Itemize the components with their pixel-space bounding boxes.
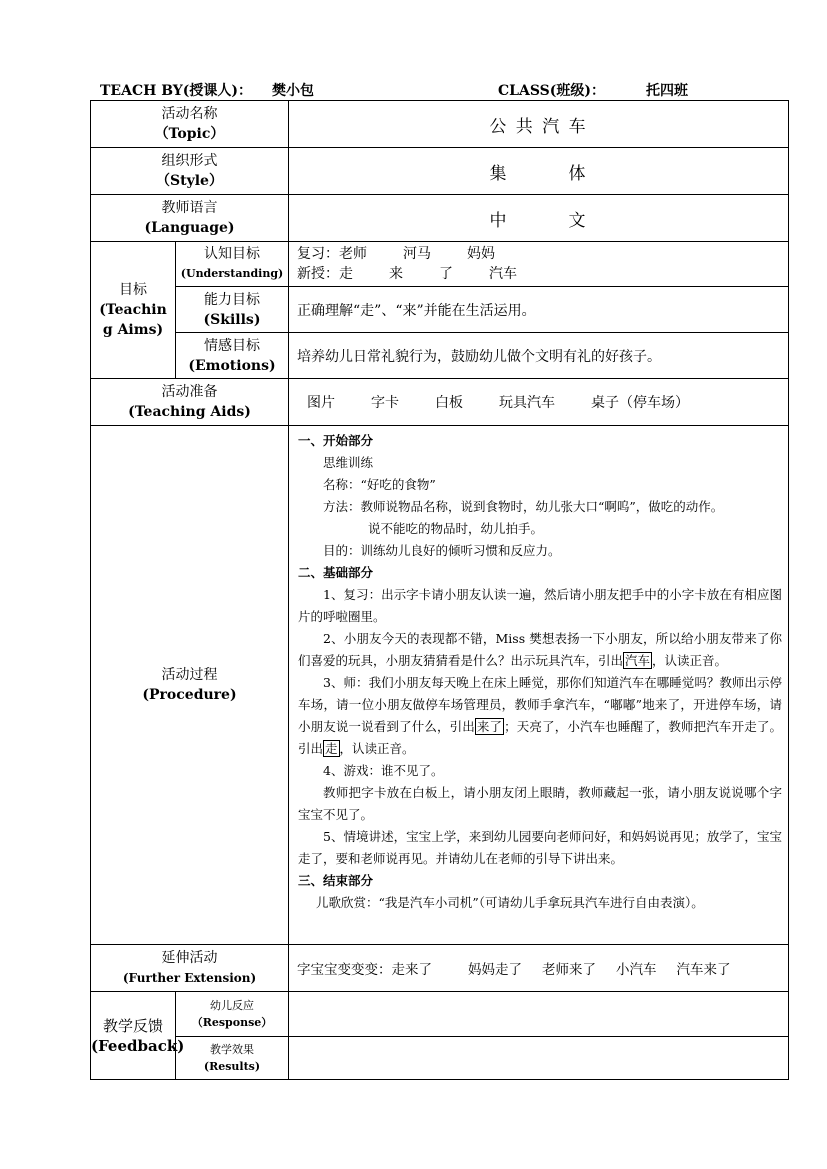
results-value xyxy=(289,1037,789,1080)
aids-value xyxy=(289,379,789,426)
aid-item: 字卡 xyxy=(371,395,399,411)
procedure-step: 2、小朋友今天的表现都不错，Miss 樊想表扬一下小朋友，所以给小朋友带来了你们喜爱的玩具，小朋友猜猜看是什么？出示玩具汽车，引出 汽车 ，认读正音。 xyxy=(298,631,782,668)
feedback-response-row xyxy=(91,992,789,1037)
language-label: 教师语言 (Language) xyxy=(91,195,289,242)
language-value: 中 文 xyxy=(289,195,789,242)
section-title: 一、开始部分 xyxy=(298,433,374,448)
feedback-results-row xyxy=(91,1037,789,1080)
response-value xyxy=(289,992,789,1037)
aims-skills-row xyxy=(91,287,789,333)
class-name: 托四班 xyxy=(646,83,688,99)
procedure-label: 活动过程 (Procedure) xyxy=(91,426,289,945)
style-row xyxy=(91,148,789,195)
emotions-label: 情感目标 (Emotions) xyxy=(176,333,289,379)
aid-item: 图片 xyxy=(307,395,335,411)
aims-label: 目标 (Teachin g Aims) xyxy=(91,242,176,379)
boxed-word: 走 xyxy=(325,741,338,756)
extension-row xyxy=(91,945,789,992)
topic-row xyxy=(91,101,789,148)
skills-label: 能力目标 (Skills) xyxy=(176,287,289,333)
teacher-name: 樊小包 xyxy=(272,83,314,99)
aids-row xyxy=(91,379,789,426)
aid-item: 玩具汽车 xyxy=(499,395,555,411)
style-label: 组织形式 （Style） xyxy=(91,148,289,195)
extension-label: 延伸活动 (Further Extension) xyxy=(91,945,289,992)
aid-item: 桌子（停车场） xyxy=(591,395,689,411)
language-row xyxy=(91,195,789,242)
extension-value: 字宝宝变变变：走来了 妈妈走了 老师来了 小汽车 汽车来了 xyxy=(289,945,789,992)
class-label: CLASS(班级)： xyxy=(498,83,606,99)
section-title: 三、结束部分 xyxy=(298,873,374,888)
understanding-label: 认知目标 (Understanding) xyxy=(176,242,289,287)
results-label: 教学效果 (Results) xyxy=(176,1037,289,1080)
procedure-step: 1、复习：出示字卡请小朋友认读一遍，然后请小朋友把手中的小字卡放在有相应图片的呼啦圈里。 xyxy=(298,587,782,624)
understanding-value: 复习：老师 河马 妈妈 新授：走 来 了 汽车 xyxy=(289,242,789,287)
procedure-step: 教师把字卡放在白板上，请小朋友闭上眼睛，教师藏起一张，请小朋友说说哪个字宝宝不见了。 xyxy=(298,785,782,822)
header xyxy=(100,80,740,100)
aids-label: 活动准备 (Teaching Aids) xyxy=(91,379,289,426)
skills-value: 正确理解“走”、“来”并能在生活运用。 xyxy=(289,287,789,333)
procedure-step: 5、情境讲述，宝宝上学，来到幼儿园要向老师问好，和妈妈说再见；放学了，宝宝走了，要和老师说再见。并请幼儿在老师的引导下讲出来。 xyxy=(298,829,782,866)
aims-emotions-row xyxy=(91,333,789,379)
boxed-word: 汽车 xyxy=(625,653,651,668)
procedure-content: 一、开始部分 思维训练 名称：“好吃的食物” 方法：教师说物品名称，说到食物时，幼儿张大口“啊呜”，做吃的动作。 说不能吃的物品时，幼儿拍手。 目的：训练幼儿良好的倾听习惯和反应力。 二、基础部分 1、复习：出示字卡请小朋友认读一遍，然后请小朋友把手中的小字卡放在有相应图片的呼啦圈里。 2、小朋友今天的表现都不错，Miss 樊想表扬一下小朋友，所以给小朋友带来了你们喜爱的玩具，小朋友猜猜看是什么？出示玩具汽车，引出 汽车 ，认读正音。 3、师：我们小朋友每天晚上在床上睡觉，那你们知道汽车在哪睡觉吗？教师出示停车场，请一位小朋友做停车场管理员，教师手拿汽车，“嘟嘟”地来了，开进停车场，请小朋友说一说看到了什么，引出 来了 ；天亮了，小汽车也睡醒了，教师把汽车开走了。引出 走 ，认读正音。 4、游戏：谁不见了。 教师把字卡放在白板上，请小朋友闭上眼睛，教师藏起一张，请小朋友说说哪个字宝宝不见了。 5、情境讲述，宝宝上学，来到幼儿园要向老师问好，和妈妈说再见；放学了，宝宝走了，要和老师说再见。并请幼儿在老师的引导下讲出来。 三、结束部分 儿歌欣赏：“我是汽车小司机”（可请幼儿手拿玩具汽车进行自由表演）。 xyxy=(289,426,789,945)
procedure-row xyxy=(91,426,789,945)
aims-understanding-row xyxy=(91,242,789,287)
procedure-step: 3、师：我们小朋友每天晚上在床上睡觉，那你们知道汽车在哪睡觉吗？教师出示停车场，请一位小朋友做停车场管理员，教师手拿汽车，“嘟嘟”地来了，开进停车场，请小朋友说一说看到了什么，引出 来了 ；天亮了，小汽车也睡醒了，教师把汽车开走了。引出 走 ，认读正音。 xyxy=(298,675,782,756)
section-title: 二、基础部分 xyxy=(298,565,374,580)
topic-label: 活动名称 （Topic） xyxy=(91,101,289,148)
lesson-plan-table xyxy=(90,100,789,1080)
teacher-label: TEACH BY(授课人)： xyxy=(100,83,253,99)
aid-item: 白板 xyxy=(435,395,463,411)
style-value: 集 体 xyxy=(289,148,789,195)
boxed-word: 来了 xyxy=(476,719,503,734)
procedure-step: 4、游戏：谁不见了。 xyxy=(323,763,444,778)
topic-value: 公 共 汽 车 xyxy=(289,101,789,148)
response-label: 幼儿反应 （Response） xyxy=(176,992,289,1037)
feedback-label: 教学反馈 (Feedback) xyxy=(91,992,176,1080)
emotions-value: 培养幼儿日常礼貌行为，鼓励幼儿做个文明有礼的好孩子。 xyxy=(289,333,789,379)
